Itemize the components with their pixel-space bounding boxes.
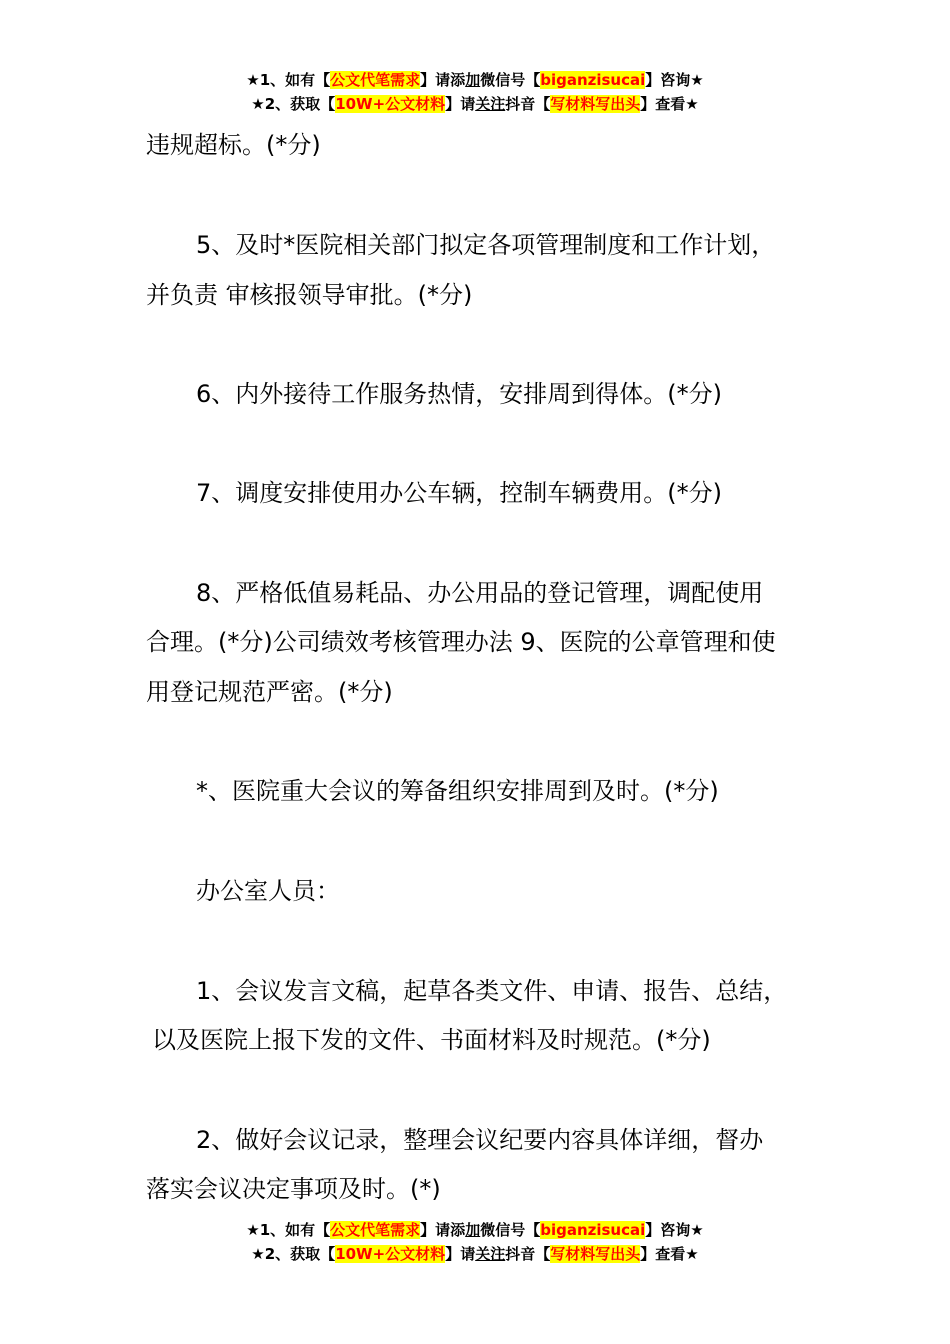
banner-underline: 关注 [475,95,506,113]
paragraph-line: 8、严格低值易耗品、办公用品的登记管理，调配使用 [196,579,764,607]
header-banner [0,68,950,116]
paragraph-line: 合理。(*分)公司绩效考核管理办法 9、医院的公章管理和使 [146,628,776,656]
banner-underline: 关注 [475,1245,506,1263]
banner-text: ★2、获取【 [251,1245,336,1263]
paragraph-line: 以及医院上报下发的文件、书面材料及时规范。(*分) [152,1026,711,1054]
banner-text: 】咨询★ [645,1221,704,1239]
banner-text: 微信号【 [480,71,541,89]
banner-line-1 [0,68,950,92]
banner-highlight: biganzisucai [540,71,646,89]
banner-highlight: biganzisucai [540,1221,646,1239]
banner-text: ★1、如有【 [246,71,331,89]
banner-text: 】查看★ [640,95,699,113]
footer-banner [0,1218,950,1266]
paragraph-line: 1、会议发言文稿，起草各类文件、申请、报告、总结， [196,977,788,1005]
banner-text: 】请 [445,95,476,113]
banner-text: ★1、如有【 [246,1221,331,1239]
paragraph-line: 用登记规范严密。(*分) [146,678,393,706]
paragraph-line: *、医院重大会议的筹备组织安排周到及时。(*分) [196,777,719,805]
banner-text: 】查看★ [640,1245,699,1263]
banner-highlight: 公文代笔需求 [330,1221,421,1239]
paragraph-line: 7、调度安排使用办公车辆，控制车辆费用。(*分) [196,479,722,507]
banner-highlight: 公文代笔需求 [330,71,421,89]
banner-underline: 加 [465,71,481,89]
banner-line-2 [0,1242,950,1266]
banner-text: 】咨询★ [645,71,704,89]
paragraph-line: 2、做好会议记录，整理会议纪要内容具体详细，督办 [196,1126,764,1154]
paragraph-line: 5、及时*医院相关部门拟定各项管理制度和工作计划， [196,231,776,259]
paragraph-line: 落实会议决定事项及时。(*) [146,1175,441,1203]
banner-underline: 加 [465,1221,481,1239]
banner-text: 】请 [445,1245,476,1263]
paragraph-line: 6、内外接待工作服务热情，安排周到得体。(*分) [196,380,722,408]
banner-text: ★2、获取【 [251,95,336,113]
section-heading: 办公室人员： [196,877,340,905]
banner-highlight: 10W+公文材料 [335,1245,446,1263]
banner-line-1 [0,1218,950,1242]
banner-highlight: 写材料写出头 [550,1245,641,1263]
paragraph-line: 并负责 审核报领导审批。(*分) [146,281,473,309]
banner-line-2 [0,92,950,116]
banner-text: 抖音【 [505,1245,551,1263]
banner-text: 微信号【 [480,1221,541,1239]
banner-text: 抖音【 [505,95,551,113]
banner-highlight: 写材料写出头 [550,95,641,113]
banner-text: 】请添 [420,71,466,89]
paragraph-line: 违规超标。(*分) [146,131,321,159]
banner-highlight: 10W+公文材料 [335,95,446,113]
banner-text: 】请添 [420,1221,466,1239]
